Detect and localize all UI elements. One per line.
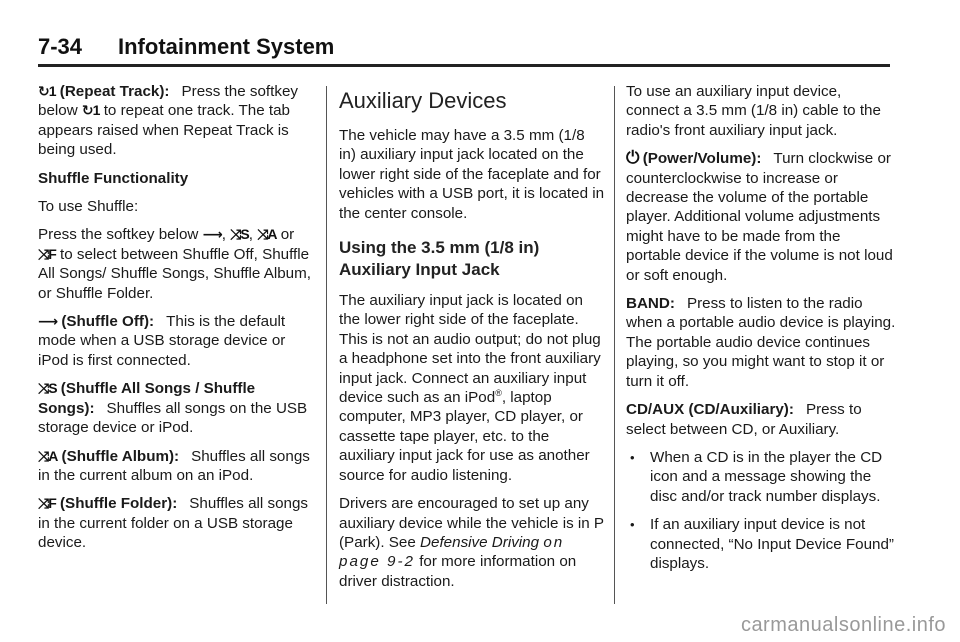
shuffle-songs-paragraph [38, 379, 314, 437]
band-text: Press to listen to the radio when a portable audio device is playing. The portable audio device continues playing, so you might want to stop it or turn it off. [626, 295, 896, 390]
header-rule [38, 64, 890, 67]
list-item-text: When a CD is in the player the CD icon and a message showing the disc and/or track number displays. [650, 448, 883, 505]
page-title: Infotainment System [118, 34, 335, 59]
aux-jack-text: , laptop computer, MP3 player, CD player, or cassette tape player, etc. to the auxiliary input jack for use as another source for audio listening. [339, 389, 590, 484]
band-paragraph [626, 294, 896, 391]
shuffle-album-icon: ⤨A [38, 447, 58, 464]
shuffle-folder-text: Shuffles all songs in the current folder on a USB storage device. [38, 495, 309, 552]
shuffle-songs-icon: ⤨S [230, 226, 249, 243]
comma: , [221, 226, 226, 244]
bullet: • [630, 449, 635, 465]
band-label: BAND: [626, 295, 675, 313]
driver-distraction-paragraph [339, 494, 605, 591]
list-item [626, 448, 896, 506]
repeat-track-label: (Repeat Track): [59, 83, 170, 100]
repeat-track-text: Press the softkey below [38, 83, 298, 120]
column-1 [38, 82, 314, 562]
comma: , [248, 226, 253, 244]
shuffle-songs-label: (Shuffle All Songs / Shuffle Songs): [38, 380, 256, 417]
distraction-text: Drivers are encouraged to set up any auxiliary device while the vehicle is in P (Park). See [339, 495, 604, 551]
distraction-text: for more information on driver distraction. [339, 553, 577, 590]
list-item-text: If an auxiliary input device is not connected, “No Input Device Found” displays. [650, 516, 894, 572]
defensive-driving-link[interactable]: Defensive Driving [420, 533, 540, 551]
power-icon: ⏻ [626, 148, 639, 168]
watermark: carmanualsonline.info [740, 614, 946, 636]
shuffle-text: to select between Shuffle Off, Shuffle All Songs/ Shuffle Songs, Shuffle Album, or Shuffle Folder. [38, 245, 311, 302]
page-reference-link[interactable]: on page 9-2 [339, 533, 565, 571]
aux-jack-paragraph [339, 291, 605, 485]
to-use-shuffle: To use Shuffle: [38, 198, 139, 216]
repeat-icon: ↻1 [81, 102, 100, 119]
shuffle-album-text: Shuffles all songs in the current album on an iPod. [38, 447, 310, 484]
shuffle-off-icon: ⟶ [38, 313, 58, 330]
shuffle-text: Press the softkey below [38, 226, 199, 244]
power-volume-label: (Power/Volume): [642, 150, 762, 168]
page-header [38, 34, 890, 66]
column-2 [339, 82, 605, 600]
shuffle-off-label: (Shuffle Off): [61, 313, 155, 331]
aux-intro: The vehicle may have a 3.5 mm (1/8 in) auxiliary input jack located on the lower right side of the faceplate and for vehicles with a USB port, it is located in the center console. [339, 127, 605, 222]
shuffle-songs-icon: ⤨S [38, 380, 57, 397]
section-heading: Auxiliary Devices [339, 88, 507, 113]
bullet: • [630, 517, 635, 533]
shuffle-folder-icon: ⤨F [38, 495, 56, 512]
shuffle-folder-label: (Shuffle Folder): [60, 495, 178, 513]
repeat-icon: ↻1 [38, 83, 56, 99]
shuffle-off-icon: ⟶ [202, 226, 222, 243]
shuffle-heading: Shuffle Functionality [38, 169, 189, 187]
shuffle-album-icon: ⤨A [257, 226, 277, 243]
shuffle-off-paragraph [38, 312, 314, 370]
cd-aux-text: Press to select between CD, or Auxiliary. [626, 401, 862, 438]
registered-mark: ® [495, 388, 502, 398]
shuffle-instructions [38, 225, 314, 303]
cd-aux-label: CD/AUX (CD/Auxiliary): [626, 401, 794, 419]
shuffle-songs-text: Shuffles all songs on the USB storage device or iPod. [38, 399, 308, 437]
shuffle-folder-paragraph [38, 494, 314, 552]
repeat-track-text: to repeat one track. The tab appears raised when Repeat Track is being used. [38, 102, 290, 159]
subsection-heading: Using the 3.5 mm (1/8 in) Auxiliary Input Jack [339, 238, 540, 280]
shuffle-album-paragraph [38, 447, 314, 486]
column-3 [626, 82, 896, 582]
power-volume-text: Turn clockwise or counterclockwise to increase or decrease the volume of the portable player. Additional volume adjustments might have to be made from the portable device if the volume is not loud or soft enough. [626, 150, 893, 284]
shuffle-album-label: (Shuffle Album): [61, 447, 180, 465]
aux-use-intro: To use an auxiliary input device, connect a 3.5 mm (1/8 in) cable to the radio's front auxiliary input jack. [626, 83, 881, 139]
cd-aux-paragraph [626, 400, 896, 439]
page-number: 7-34 [38, 34, 83, 59]
power-volume-paragraph [626, 149, 896, 285]
shuffle-folder-icon: ⤨F [38, 245, 56, 262]
or-text: or [280, 226, 295, 244]
aux-jack-text: The auxiliary input jack is located on the lower right side of the faceplate. This is not an audio output; do not plug a headphone set into the front auxiliary input jack. Connect an auxiliary input device such as an iPod [339, 292, 601, 407]
column-divider [326, 86, 327, 604]
column-divider [614, 86, 615, 604]
repeat-track-paragraph [38, 82, 314, 160]
shuffle-off-text: This is the default mode when a USB storage device or iPod is first connected. [38, 313, 286, 369]
list-item [626, 515, 896, 573]
